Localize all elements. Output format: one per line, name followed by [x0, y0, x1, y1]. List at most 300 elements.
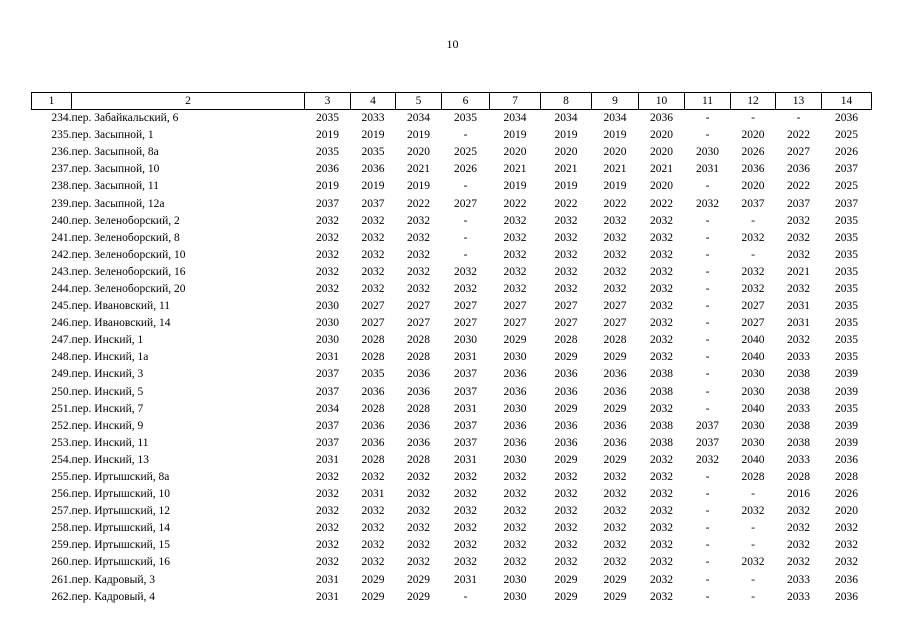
address-cell: пер. Засыпной, 12а [71, 197, 165, 210]
table-row [32, 349, 872, 366]
table-row [32, 486, 872, 503]
year-cell: 2028 [787, 471, 810, 484]
year-cell: 2028 [407, 402, 430, 415]
year-cell: 2032 [650, 248, 673, 261]
table-row [32, 554, 872, 571]
table-row [32, 315, 872, 332]
table-row [32, 366, 872, 383]
year-cell: 2020 [650, 146, 673, 159]
row-number: 240. [51, 214, 72, 227]
year-cell: - [751, 590, 755, 603]
year-cell: 2032 [316, 539, 339, 552]
year-cell: 2032 [503, 265, 527, 278]
row-number: 236. [51, 146, 72, 159]
year-cell: 2032 [787, 214, 810, 227]
year-cell: 2032 [454, 282, 477, 295]
year-cell: 2036 [361, 419, 385, 432]
year-cell: - [705, 590, 710, 603]
row-number: 249. [51, 368, 72, 381]
address-cell: пер. Инский, 9 [71, 419, 144, 432]
year-cell: 2019 [407, 129, 430, 142]
year-cell: 2038 [650, 436, 673, 449]
year-cell: - [705, 129, 710, 142]
year-cell: 2032 [407, 282, 430, 295]
year-cell: 2034 [554, 112, 578, 125]
address-cell: пер. Инский, 3 [71, 368, 144, 381]
year-cell: 2032 [454, 539, 477, 552]
year-cell: 2025 [835, 129, 858, 142]
year-cell: 2034 [407, 112, 430, 125]
year-cell: 2020 [650, 180, 673, 193]
year-cell: 2026 [454, 163, 477, 176]
year-cell: 2036 [503, 419, 527, 432]
year-cell: 2032 [316, 505, 339, 518]
address-cell: пер. Зеленоборский, 8 [71, 231, 180, 244]
year-cell: 2032 [650, 265, 673, 278]
year-cell: 2032 [407, 522, 430, 535]
table-row [32, 281, 872, 298]
year-cell: - [751, 573, 755, 586]
year-cell: 2032 [603, 282, 627, 295]
year-cell: 2032 [454, 488, 477, 501]
column-header-13: 13 [776, 93, 822, 110]
row-number: 252. [51, 419, 72, 432]
year-cell: 2033 [787, 453, 810, 466]
year-cell: 2036 [650, 112, 673, 125]
year-cell: - [705, 282, 710, 295]
address-cell: пер. Засыпной, 11 [71, 180, 159, 193]
year-cell: 2032 [650, 556, 673, 569]
year-cell: 2020 [554, 146, 578, 159]
year-cell: 2032 [503, 539, 527, 552]
row-number: 239. [51, 197, 72, 210]
row-number: 251. [51, 402, 72, 415]
year-cell: 2032 [650, 351, 673, 364]
year-cell: 2020 [650, 129, 673, 142]
year-cell: 2036 [603, 419, 627, 432]
year-cell: 2032 [603, 488, 627, 501]
column-header-5: 5 [396, 93, 442, 110]
year-cell: - [463, 590, 468, 603]
column-header-1: 1 [32, 93, 72, 110]
year-cell: 2031 [787, 300, 810, 313]
year-cell: 2032 [361, 265, 385, 278]
year-cell: 2032 [454, 505, 477, 518]
year-cell: 2037 [696, 436, 719, 449]
schedule-table [31, 92, 872, 606]
table-row [32, 332, 872, 349]
year-cell: 2021 [603, 163, 627, 176]
year-cell: 2021 [554, 163, 578, 176]
year-cell: 2027 [361, 300, 385, 313]
row-number: 259. [51, 539, 72, 552]
year-cell: 2037 [454, 419, 477, 432]
address-cell: пер. Иртышский, 15 [71, 539, 171, 552]
year-cell: 2032 [316, 556, 339, 569]
year-cell: 2032 [603, 214, 627, 227]
year-cell: 2032 [603, 248, 627, 261]
year-cell: 2027 [554, 300, 578, 313]
year-cell: 2032 [407, 231, 430, 244]
year-cell: 2026 [741, 146, 765, 159]
year-cell: 2022 [554, 197, 578, 210]
row-number: 245. [51, 300, 72, 313]
year-cell: 2032 [650, 573, 673, 586]
year-cell: 2037 [316, 436, 339, 449]
year-cell: - [463, 214, 468, 227]
year-cell: 2037 [454, 436, 477, 449]
year-cell: 2032 [503, 556, 527, 569]
address-cell: пер. Инский, 5 [71, 385, 144, 398]
column-header-10: 10 [639, 93, 685, 110]
year-cell: 2027 [454, 317, 477, 330]
year-cell: 2032 [696, 197, 719, 210]
year-cell: 2036 [407, 436, 430, 449]
year-cell: 2019 [603, 129, 627, 142]
year-cell: 2032 [741, 505, 765, 518]
year-cell: 2032 [787, 248, 810, 261]
year-cell: 2027 [741, 317, 765, 330]
year-cell: 2032 [787, 539, 810, 552]
year-cell: 2032 [407, 556, 430, 569]
year-cell: 2029 [554, 351, 578, 364]
year-cell: 2036 [316, 163, 339, 176]
year-cell: 2029 [603, 573, 627, 586]
year-cell: 2020 [741, 129, 765, 142]
year-cell: 2019 [554, 180, 578, 193]
year-cell: 2032 [696, 453, 719, 466]
year-cell: 2019 [316, 180, 339, 193]
year-cell: - [751, 248, 755, 261]
year-cell: 2032 [503, 231, 527, 244]
table-row [32, 230, 872, 247]
year-cell: 2036 [835, 590, 858, 603]
year-cell: 2035 [835, 351, 858, 364]
year-cell: 2028 [407, 351, 430, 364]
year-cell: 2032 [554, 471, 578, 484]
address-cell: пер. Иртышский, 10 [71, 488, 171, 501]
year-cell: 2032 [316, 265, 339, 278]
year-cell: 2019 [361, 180, 385, 193]
year-cell: 2037 [316, 368, 339, 381]
year-cell: 2032 [835, 539, 858, 552]
year-cell: 2029 [361, 590, 385, 603]
table-row [32, 418, 872, 435]
year-cell: 2030 [316, 317, 339, 330]
table-row [32, 178, 872, 195]
year-cell: 2029 [603, 402, 627, 415]
year-cell: 2031 [454, 351, 477, 364]
year-cell: 2032 [503, 282, 527, 295]
year-cell: - [751, 539, 755, 552]
year-cell: 2020 [741, 180, 765, 193]
row-number: 237. [51, 163, 72, 176]
year-cell: 2035 [361, 368, 385, 381]
year-cell: 2036 [361, 385, 385, 398]
year-cell: 2036 [407, 419, 430, 432]
year-cell: 2022 [603, 197, 627, 210]
column-header-11: 11 [685, 93, 731, 110]
address-cell: пер. Иртышский, 12 [71, 505, 171, 518]
year-cell: 2036 [554, 436, 578, 449]
year-cell: 2035 [835, 231, 858, 244]
year-cell: 2028 [361, 402, 385, 415]
year-cell: 2029 [503, 334, 527, 347]
year-cell: 2031 [696, 163, 719, 176]
year-cell: 2036 [835, 112, 858, 125]
year-cell: - [705, 112, 710, 125]
year-cell: 2032 [835, 522, 858, 535]
year-cell: 2031 [361, 488, 385, 501]
year-cell: 2029 [361, 573, 385, 586]
year-cell: 2030 [741, 436, 765, 449]
year-cell: 2037 [835, 163, 858, 176]
year-cell: 2032 [603, 556, 627, 569]
year-cell: - [705, 488, 710, 501]
year-cell: 2032 [503, 505, 527, 518]
address-cell: пер. Инский, 13 [71, 453, 149, 466]
year-cell: 2019 [603, 180, 627, 193]
year-cell: 2033 [787, 351, 810, 364]
year-cell: 2032 [554, 214, 578, 227]
year-cell: 2032 [407, 248, 430, 261]
year-cell: 2026 [835, 146, 858, 159]
year-cell: 2032 [361, 471, 385, 484]
year-cell: 2032 [454, 471, 477, 484]
address-cell: пер. Засыпной, 8а [71, 146, 159, 159]
year-cell: 2032 [316, 471, 339, 484]
address-cell: пер. Ивановский, 14 [71, 317, 171, 330]
address-cell: пер. Забайкальский, 6 [71, 112, 179, 125]
year-cell: 2028 [407, 453, 430, 466]
year-cell: - [705, 522, 710, 535]
year-cell: - [463, 129, 468, 142]
year-cell: - [705, 402, 710, 415]
row-number: 257. [51, 505, 72, 518]
year-cell: 2040 [741, 402, 765, 415]
table-row [32, 435, 872, 452]
year-cell: 2030 [316, 334, 339, 347]
year-cell: - [751, 522, 755, 535]
year-cell: 2025 [835, 180, 858, 193]
row-number: 248. [51, 351, 72, 364]
year-cell: 2032 [316, 488, 339, 501]
table-row [32, 452, 872, 469]
year-cell: 2032 [603, 471, 627, 484]
page-number: 10 [446, 37, 459, 51]
address-cell: пер. Иртышский, 14 [71, 522, 171, 535]
column-header-7: 7 [490, 93, 541, 110]
year-cell: 2038 [787, 385, 810, 398]
year-cell: 2027 [454, 197, 477, 210]
year-cell: - [705, 556, 710, 569]
year-cell: - [705, 334, 710, 347]
address-cell: пер. Зеленоборский, 16 [71, 265, 186, 278]
year-cell: 2020 [603, 146, 627, 159]
year-cell: 2035 [361, 146, 385, 159]
year-cell: 2032 [503, 214, 527, 227]
year-cell: 2019 [407, 180, 430, 193]
row-number: 254. [51, 453, 72, 466]
year-cell: - [751, 214, 755, 227]
year-cell: - [796, 112, 801, 125]
year-cell: 2016 [787, 488, 810, 501]
year-cell: 2032 [316, 231, 339, 244]
year-cell: 2030 [503, 402, 527, 415]
year-cell: 2029 [603, 351, 627, 364]
year-cell: 2030 [696, 146, 719, 159]
year-cell: 2036 [603, 436, 627, 449]
year-cell: 2027 [503, 300, 527, 313]
year-cell: 2031 [454, 402, 477, 415]
year-cell: 2019 [554, 129, 578, 142]
year-cell: 2038 [787, 436, 810, 449]
table-row [32, 110, 872, 128]
year-cell: 2035 [835, 282, 858, 295]
year-cell: 2032 [407, 214, 430, 227]
table-row [32, 384, 872, 401]
year-cell: 2019 [503, 129, 527, 142]
year-cell: 2020 [835, 505, 858, 518]
column-header-9: 9 [592, 93, 639, 110]
year-cell: 2032 [316, 522, 339, 535]
year-cell: 2038 [787, 368, 810, 381]
year-cell: 2027 [407, 300, 430, 313]
column-header-2: 2 [72, 93, 305, 110]
year-cell: 2032 [361, 248, 385, 261]
table-header-row [32, 93, 872, 110]
year-cell: 2036 [503, 385, 527, 398]
year-cell: 2035 [835, 402, 858, 415]
table-row [32, 589, 872, 606]
year-cell: - [705, 180, 710, 193]
year-cell: 2027 [741, 300, 765, 313]
column-header-4: 4 [351, 93, 396, 110]
year-cell: - [705, 505, 710, 518]
year-cell: 2030 [316, 300, 339, 313]
year-cell: 2028 [407, 334, 430, 347]
year-cell: - [705, 351, 710, 364]
year-cell: - [463, 231, 468, 244]
year-cell: 2022 [787, 180, 810, 193]
year-cell: 2031 [454, 453, 477, 466]
address-cell: пер. Засыпной, 10 [71, 163, 160, 176]
year-cell: 2036 [787, 163, 810, 176]
year-cell: 2032 [650, 453, 673, 466]
year-cell: 2039 [835, 368, 858, 381]
year-cell: 2032 [503, 248, 527, 261]
row-number: 242. [51, 248, 72, 261]
address-cell: пер. Инский, 11 [71, 436, 149, 449]
year-cell: 2032 [407, 488, 430, 501]
year-cell: 2032 [554, 556, 578, 569]
year-cell: 2032 [407, 539, 430, 552]
year-cell: 2037 [835, 197, 858, 210]
year-cell: 2029 [554, 402, 578, 415]
year-cell: 2037 [454, 368, 477, 381]
row-number: 260. [51, 556, 72, 569]
year-cell: 2027 [554, 317, 578, 330]
year-cell: 2032 [650, 231, 673, 244]
year-cell: 2032 [650, 300, 673, 313]
year-cell: 2036 [603, 385, 627, 398]
year-cell: 2032 [787, 334, 810, 347]
address-cell: пер. Кадровый, 3 [71, 573, 156, 586]
year-cell: 2028 [361, 351, 385, 364]
year-cell: 2032 [554, 265, 578, 278]
year-cell: 2031 [316, 573, 339, 586]
row-number: 247. [51, 334, 72, 347]
year-cell: 2037 [696, 419, 719, 432]
year-cell: 2036 [554, 419, 578, 432]
table-row [32, 213, 872, 230]
year-cell: 2035 [835, 317, 858, 330]
year-cell: 2038 [650, 368, 673, 381]
year-cell: 2027 [361, 317, 385, 330]
year-cell: 2037 [787, 197, 810, 210]
year-cell: 2035 [316, 112, 339, 125]
year-cell: 2021 [787, 265, 810, 278]
year-cell: - [705, 471, 710, 484]
year-cell: - [705, 368, 710, 381]
year-cell: 2021 [650, 163, 673, 176]
year-cell: 2032 [554, 539, 578, 552]
year-cell: 2037 [361, 197, 385, 210]
year-cell: 2034 [603, 112, 627, 125]
year-cell: - [751, 488, 755, 501]
address-cell: пер. Зеленоборский, 20 [71, 282, 186, 295]
year-cell: 2032 [650, 522, 673, 535]
year-cell: 2032 [650, 334, 673, 347]
year-cell: 2032 [787, 231, 810, 244]
table-row [32, 161, 872, 178]
year-cell: 2029 [407, 573, 430, 586]
year-cell: 2040 [741, 351, 765, 364]
address-cell: пер. Ивановский, 11 [71, 300, 171, 313]
year-cell: 2032 [650, 505, 673, 518]
year-cell: 2027 [787, 146, 810, 159]
year-cell: 2032 [361, 231, 385, 244]
table-row [32, 247, 872, 264]
year-cell: 2032 [650, 317, 673, 330]
year-cell: 2032 [503, 488, 527, 501]
year-cell: 2032 [787, 522, 810, 535]
year-cell: 2032 [316, 248, 339, 261]
year-cell: 2032 [741, 556, 765, 569]
year-cell: 2028 [741, 471, 765, 484]
row-number: 241. [51, 231, 72, 244]
table-body [32, 110, 872, 606]
year-cell: 2032 [361, 539, 385, 552]
year-cell: 2034 [316, 402, 339, 415]
year-cell: 2032 [787, 505, 810, 518]
year-cell: 2032 [650, 471, 673, 484]
year-cell: 2032 [603, 505, 627, 518]
year-cell: 2040 [741, 334, 765, 347]
year-cell: 2032 [503, 471, 527, 484]
year-cell: 2032 [503, 522, 527, 535]
year-cell: 2032 [407, 471, 430, 484]
year-cell: 2031 [316, 351, 339, 364]
year-cell: 2035 [316, 146, 339, 159]
year-cell: 2035 [835, 248, 858, 261]
table-row [32, 520, 872, 537]
year-cell: 2027 [603, 300, 627, 313]
year-cell: - [751, 112, 755, 125]
year-cell: 2032 [407, 505, 430, 518]
year-cell: 2032 [454, 265, 477, 278]
table-row [32, 503, 872, 520]
